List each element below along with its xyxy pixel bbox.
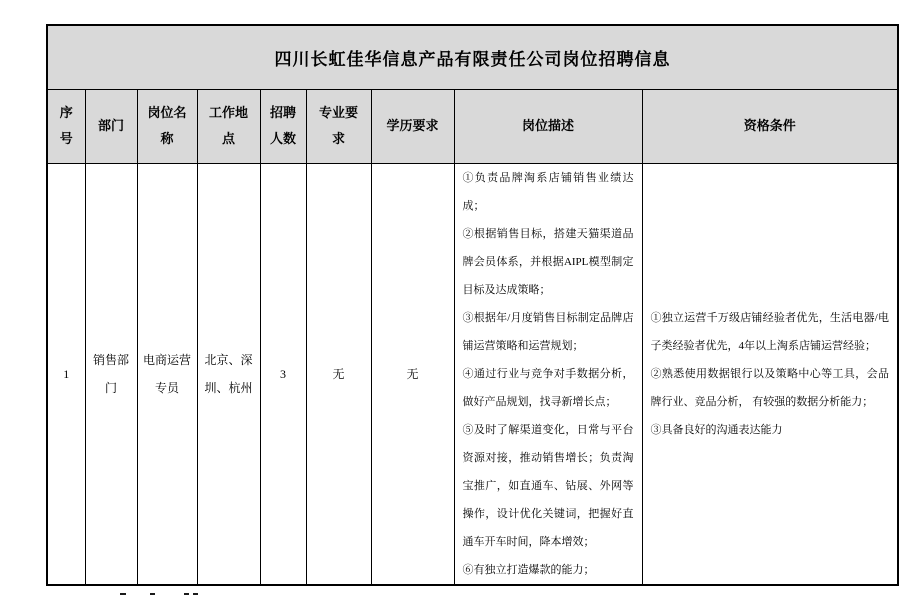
table-row	[47, 163, 898, 585]
cell-department: 销售部门	[85, 163, 137, 585]
cutoff-text-fragment	[184, 593, 189, 595]
job-description-item: ⑤及时了解渠道变化，日常与平台资源对接，推动销售增长；负责淘宝推广，如直通车、钻展、外网等操作，设计优化关键词，把握好直通车开车时间，降本增效；	[462, 423, 634, 548]
recruitment-table	[46, 24, 899, 586]
header-education: 学历要求	[371, 89, 454, 163]
recruitment-table-container	[46, 24, 899, 586]
title-row	[47, 25, 898, 89]
table-title: 四川长虹佳华信息产品有限责任公司岗位招聘信息	[47, 25, 898, 89]
cutoff-text-fragment	[193, 593, 198, 595]
header-headcount: 招聘人数	[260, 89, 306, 163]
qualification-item: ③具备良好的沟通表达能力	[650, 423, 783, 436]
header-description: 岗位描述	[454, 89, 642, 163]
job-description-item: ②根据销售目标，搭建天猫渠道品牌会员体系，并根据AIPL模型制定目标及达成策略；	[462, 227, 634, 296]
cutoff-text-fragment	[150, 593, 155, 595]
job-description-item: ④通过行业与竞争对手数据分析，做好产品规划，找寻新增长点；	[462, 367, 634, 408]
job-description-item: ①负责品牌淘系店铺销售业绩达成；	[462, 171, 634, 212]
header-department: 部门	[85, 89, 137, 163]
cell-education: 无	[371, 163, 454, 585]
qualification-item: ②熟悉使用数据银行以及策略中心等工具，会品牌行业、竞品分析， 有较强的数据分析能力；	[650, 367, 890, 408]
header-seq: 序号	[47, 89, 85, 163]
cell-position: 电商运营专员	[137, 163, 197, 585]
cell-headcount: 3	[260, 163, 306, 585]
header-row	[47, 89, 898, 163]
cell-location: 北京、深圳、杭州	[197, 163, 260, 585]
job-description-item: ③根据年/月度销售目标制定品牌店铺运营策略和运营规划；	[462, 311, 634, 352]
cell-qualifications	[642, 163, 898, 585]
header-position: 岗位名称	[137, 89, 197, 163]
cell-seq: 1	[47, 163, 85, 585]
qualification-item: ①独立运营千万级店铺经验者优先，生活电器/电子类经验者优先，4年以上淘系店铺运营经验；	[650, 311, 890, 352]
cell-job-description	[454, 163, 642, 585]
header-qualifications: 资格条件	[642, 89, 898, 163]
job-description-item: ⑥有独立打造爆款的能力；	[462, 563, 595, 576]
cutoff-text-fragment	[120, 593, 126, 595]
header-major: 专业要求	[306, 89, 371, 163]
header-location: 工作地点	[197, 89, 260, 163]
cell-major: 无	[306, 163, 371, 585]
